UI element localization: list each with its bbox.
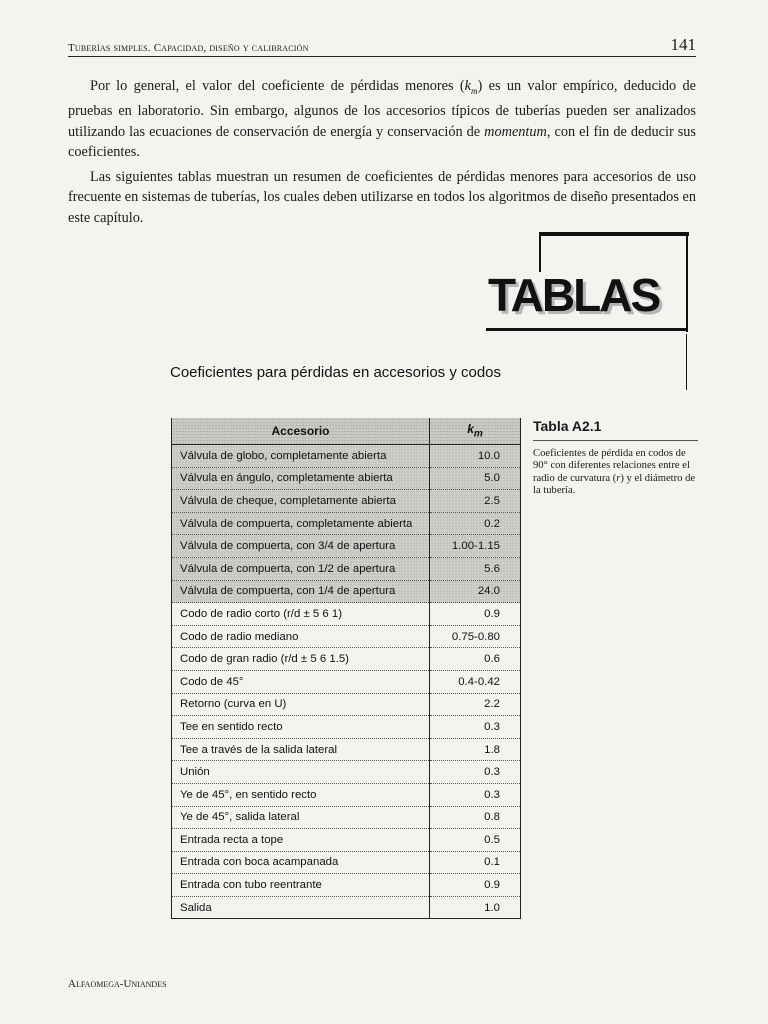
km-symbol: $k_m$: [464, 78, 478, 96]
cell-km: 2.5: [430, 490, 521, 513]
cell-accesorio: Codo de 45°: [172, 670, 430, 693]
cell-km: 0.4-0.42: [430, 670, 521, 693]
decorative-rule-right-lower: [686, 334, 687, 390]
cell-accesorio: Entrada con boca acampanada: [172, 851, 430, 874]
cell-km: 5.0: [430, 467, 521, 490]
table-row: [172, 625, 521, 648]
page-number: 141: [670, 35, 696, 54]
table-row: [172, 467, 521, 490]
cell-km: 2.2: [430, 693, 521, 716]
cell-accesorio: Unión: [172, 761, 430, 784]
cell-accesorio: Codo de radio mediano: [172, 625, 430, 648]
footer-publisher: Alfaomega-Uniandes: [68, 978, 167, 990]
caption-text: Coeficientes de pérdida en codos de 90° con diferentes relaciones entre el radio de curvatura (r) y el diámetro de la tubería.: [533, 448, 696, 497]
cell-accesorio: Entrada con tubo reentrante: [172, 874, 430, 897]
cell-accesorio: Tee a través de la salida lateral: [172, 738, 430, 761]
decorative-rule-top: [539, 232, 689, 236]
table-row: [172, 693, 521, 716]
table-row: [172, 874, 521, 897]
cell-km: 1.00-1.15: [430, 535, 521, 558]
cell-km: 5.6: [430, 557, 521, 580]
cell-km: 0.5: [430, 829, 521, 852]
cell-accesorio: Válvula de compuerta, con 1/2 de apertura: [172, 557, 430, 580]
cell-km: 0.3: [430, 716, 521, 739]
caption-title: Tabla A2.1: [533, 418, 698, 441]
paragraph-2: Las siguientes tablas muestran un resumen de coeficientes de pérdidas menores para accesorios de uso frecuente en sistemas de tuberías, los cuales deben utilizarse en todos los algoritmos de diseño presentados en este capítulo.: [68, 168, 696, 226]
cell-km: 0.6: [430, 648, 521, 671]
paragraph-1: Por lo general, el valor del coeficiente de pérdidas menores $(k_m)$ es un valor empírico, deducido de pruebas en laboratorio. Sin embargo, algunos de los accesorios típicos de tuberías pueden ser analizados utilizando las ecuaciones de conservación de energía y conservación de momentum, con el fin de deducir sus coeficientes.: [68, 78, 696, 161]
cell-accesorio: Entrada recta a tope: [172, 829, 430, 852]
cell-accesorio: Válvula de compuerta, con 1/4 de apertura: [172, 580, 430, 603]
cell-accesorio: Codo de gran radio (r/d ± 5 6 1.5): [172, 648, 430, 671]
cell-km: 0.3: [430, 761, 521, 784]
table-row: [172, 535, 521, 558]
table-row: [172, 851, 521, 874]
table-row: [172, 580, 521, 603]
table-row: [172, 670, 521, 693]
section-heading: TABLAS: [488, 269, 660, 321]
table-row: [172, 490, 521, 513]
column-header-km: $k_m$: [430, 418, 521, 445]
cell-km: 1.0: [430, 896, 521, 919]
cell-km: 24.0: [430, 580, 521, 603]
decorative-rule-right: [686, 236, 688, 332]
table-row: [172, 603, 521, 626]
cell-accesorio: Ye de 45°, salida lateral: [172, 806, 430, 829]
table-title: Coeficientes para pérdidas en accesorios y codos: [170, 364, 502, 381]
cell-km: 0.75-0.80: [430, 625, 521, 648]
cell-km: 0.9: [430, 603, 521, 626]
cell-accesorio: Válvula de globo, completamente abierta: [172, 445, 430, 468]
cell-accesorio: Codo de radio corto (r/d ± 5 6 1): [172, 603, 430, 626]
table-row: [172, 512, 521, 535]
table-row: [172, 648, 521, 671]
cell-accesorio: Retorno (curva en U): [172, 693, 430, 716]
loss-coefficients-table: [171, 418, 521, 919]
table-row: [172, 761, 521, 784]
table-caption: [533, 418, 698, 498]
table-row: [172, 829, 521, 852]
cell-accesorio: Válvula de cheque, completamente abierta: [172, 490, 430, 513]
cell-km: 0.1: [430, 851, 521, 874]
table-row: [172, 445, 521, 468]
body-text: [68, 76, 696, 232]
cell-accesorio: Válvula de compuerta, con 3/4 de apertura: [172, 535, 430, 558]
cell-accesorio: Ye de 45°, en sentido recto: [172, 783, 430, 806]
header-title: Tuberías simples. Capacidad, diseño y calibración: [68, 42, 309, 54]
decorative-rule-left: [539, 232, 541, 272]
column-header-accesorio: Accesorio: [172, 418, 430, 445]
cell-km: 10.0: [430, 445, 521, 468]
cell-accesorio: Tee en sentido recto: [172, 716, 430, 739]
table-row: [172, 806, 521, 829]
table-header-row: [172, 418, 521, 445]
cell-km: 0.8: [430, 806, 521, 829]
table-body: [172, 445, 521, 919]
cell-km: 1.8: [430, 738, 521, 761]
cell-accesorio: Salida: [172, 896, 430, 919]
table-row: [172, 738, 521, 761]
cell-accesorio: Válvula de compuerta, completamente abierta: [172, 512, 430, 535]
cell-km: 0.2: [430, 512, 521, 535]
cell-accesorio: Válvula en ángulo, completamente abierta: [172, 467, 430, 490]
table-row: [172, 896, 521, 919]
table-row: [172, 783, 521, 806]
table-row: [172, 716, 521, 739]
table-row: [172, 557, 521, 580]
cell-km: 0.3: [430, 783, 521, 806]
running-header: [68, 36, 696, 57]
cell-km: 0.9: [430, 874, 521, 897]
decorative-rule-bottom: [486, 328, 688, 331]
